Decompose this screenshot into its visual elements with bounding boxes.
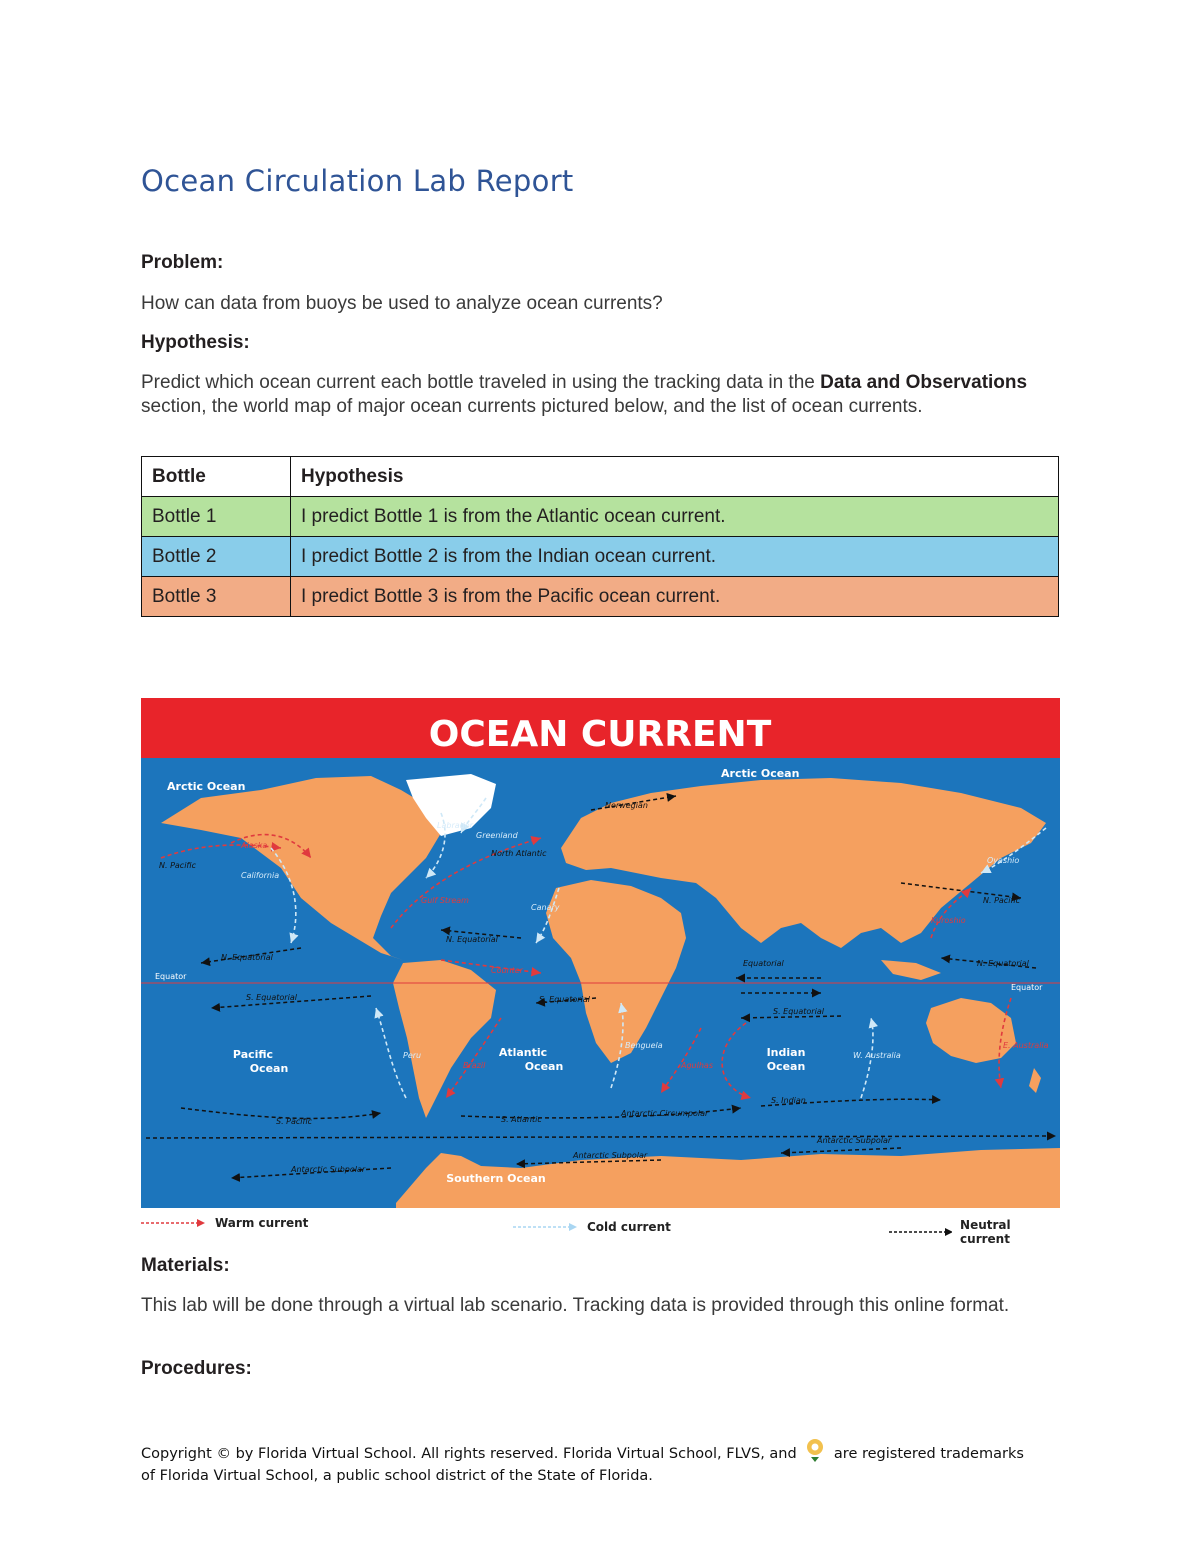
table-cell-bottle: Bottle 2 bbox=[142, 537, 291, 577]
label-current-s-equatorial-ind: S. Equatorial bbox=[773, 1007, 824, 1016]
table-header-row bbox=[142, 457, 1059, 497]
table-cell-hypothesis: I predict Bottle 1 is from the Atlantic ocean current. bbox=[291, 497, 1059, 537]
hypothesis-bold-section: Data and Observations bbox=[820, 372, 1028, 393]
label-current-labrador: Labrador bbox=[437, 821, 473, 830]
label-atlantic-ocean: Atlantic bbox=[498, 1046, 548, 1059]
equator-label-left: Equator bbox=[155, 972, 187, 981]
label-current-california: California bbox=[241, 871, 280, 880]
table-header-bottle: Bottle bbox=[142, 457, 291, 497]
table-header-hypothesis: Hypothesis bbox=[291, 457, 1059, 497]
label-current-north-atlantic: North Atlantic bbox=[491, 849, 547, 858]
label-current-antarctic-subpolar-1: Antarctic Subpolar bbox=[291, 1165, 366, 1174]
problem-heading: Problem: bbox=[141, 252, 224, 273]
hypothesis-text-before: Predict which ocean current each bottle traveled in using the tracking data in the bbox=[141, 372, 821, 393]
legend-neutral-label: Neutral current bbox=[960, 1218, 1011, 1246]
problem-text: How can data from buoys be used to analyze ocean currents? bbox=[141, 293, 663, 314]
label-current-s-atlantic: S. Atlantic bbox=[501, 1115, 542, 1124]
label-current-n-pacific-left: N. Pacific bbox=[159, 861, 196, 870]
label-current-peru: Peru bbox=[403, 1051, 422, 1060]
legend-neutral bbox=[889, 1218, 1060, 1246]
label-current-s-equatorial-atl: S. Equatorial bbox=[539, 995, 590, 1004]
table-cell-bottle: Bottle 3 bbox=[142, 577, 291, 617]
hypothesis-table bbox=[141, 456, 1059, 617]
label-current-s-equatorial-pac: S. Equatorial bbox=[246, 993, 297, 1002]
label-arctic-ocean-right: Arctic Ocean bbox=[721, 767, 800, 780]
label-current-greenland: Greenland bbox=[476, 831, 518, 840]
label-current-equatorial-ind: Equatorial bbox=[743, 959, 784, 968]
label-pacific-ocean: Pacific bbox=[232, 1048, 274, 1061]
legend-warm bbox=[141, 1216, 308, 1230]
table-row bbox=[142, 497, 1059, 537]
label-southern-ocean: Southern Ocean bbox=[446, 1172, 546, 1185]
equator-label-right: Equator bbox=[1011, 983, 1043, 992]
label-current-antarctic-circumpolar: Antarctic Circumpolar bbox=[621, 1109, 709, 1118]
legend-cold bbox=[513, 1220, 671, 1234]
label-current-canary: Canary bbox=[531, 903, 560, 912]
label-current-benguela: Benguela bbox=[625, 1041, 663, 1050]
label-current-n-pacific-right: N. Pacific bbox=[983, 896, 1020, 905]
label-current-s-pacific: S. Pacific bbox=[276, 1117, 313, 1126]
label-current-kuroshio: Kuroshio bbox=[931, 916, 966, 925]
label-ocean-word: Ocean bbox=[524, 1060, 564, 1073]
label-current-s-indian: S. Indian bbox=[771, 1096, 806, 1105]
table-cell-bottle: Bottle 1 bbox=[142, 497, 291, 537]
hypothesis-heading: Hypothesis: bbox=[141, 332, 250, 353]
legend-cold-label: Cold current bbox=[587, 1220, 671, 1234]
label-current-n-equatorial-pac: N. Equatorial bbox=[221, 953, 273, 962]
copyright-text-1: Copyright © by Florida Virtual School. All rights reserved. Florida Virtual School, FLVS, and bbox=[141, 1446, 802, 1462]
page-title: Ocean Circulation Lab Report bbox=[141, 164, 574, 198]
map-legend bbox=[141, 1216, 1060, 1246]
label-current-brazil: Brazil bbox=[463, 1061, 486, 1070]
materials-heading: Materials: bbox=[141, 1255, 230, 1276]
label-ocean-word: Ocean bbox=[249, 1062, 289, 1075]
label-arctic-ocean-left: Arctic Ocean bbox=[167, 780, 246, 793]
table-cell-hypothesis: I predict Bottle 3 is from the Pacific ocean current. bbox=[291, 577, 1059, 617]
label-current-antarctic-subpolar-2: Antarctic Subpolar bbox=[573, 1151, 648, 1160]
label-current-gulf-stream: Gulf Stream bbox=[421, 896, 469, 905]
table-row bbox=[142, 537, 1059, 577]
label-current-antarctic-subpolar-3: Antarctic Subpolar bbox=[817, 1136, 892, 1145]
label-current-agulhas: Agulhas bbox=[681, 1061, 713, 1070]
table-cell-hypothesis: I predict Bottle 2 is from the Indian ocean current. bbox=[291, 537, 1059, 577]
hypothesis-text-after: section, the world map of major ocean currents pictured below, and the list of ocean currents. bbox=[141, 396, 923, 417]
materials-text: This lab will be done through a virtual lab scenario. Tracking data is provided through this online format. bbox=[141, 1295, 1010, 1316]
copyright-text-2: are registered trademarks of Florida Virtual School, a public school district of the State of Florida. bbox=[141, 1446, 1024, 1484]
label-ocean-word: Ocean bbox=[766, 1060, 806, 1073]
map-banner-title: OCEAN CURRENT bbox=[428, 714, 772, 755]
label-current-w-australia: W. Australia bbox=[853, 1051, 901, 1060]
legend-neutral-line bbox=[889, 1227, 952, 1237]
label-current-counter: Counter bbox=[491, 966, 523, 975]
label-current-n-equatorial-pac-right: N. Equatorial bbox=[977, 959, 1029, 968]
label-current-e-australia: E. Australia bbox=[1003, 1041, 1049, 1050]
procedures-heading: Procedures: bbox=[141, 1358, 252, 1379]
label-indian-ocean: Indian bbox=[766, 1046, 806, 1059]
label-current-n-equatorial-atl: N. Equatorial bbox=[446, 935, 498, 944]
table-row bbox=[142, 577, 1059, 617]
legend-warm-label: Warm current bbox=[215, 1216, 309, 1230]
hypothesis-text bbox=[141, 371, 1061, 419]
ocean-current-map-svg bbox=[141, 698, 1060, 1208]
ocean-current-map bbox=[141, 698, 1060, 1208]
label-current-oyashio: Oyashio bbox=[987, 856, 1020, 865]
label-current-norwegian: Norwegian bbox=[605, 801, 648, 810]
legend-cold-line bbox=[513, 1222, 579, 1232]
legend-warm-line bbox=[141, 1218, 207, 1228]
copyright-footer bbox=[141, 1438, 1041, 1487]
label-current-alaska: Alaska bbox=[241, 841, 268, 850]
flvs-logo-icon bbox=[805, 1438, 825, 1462]
